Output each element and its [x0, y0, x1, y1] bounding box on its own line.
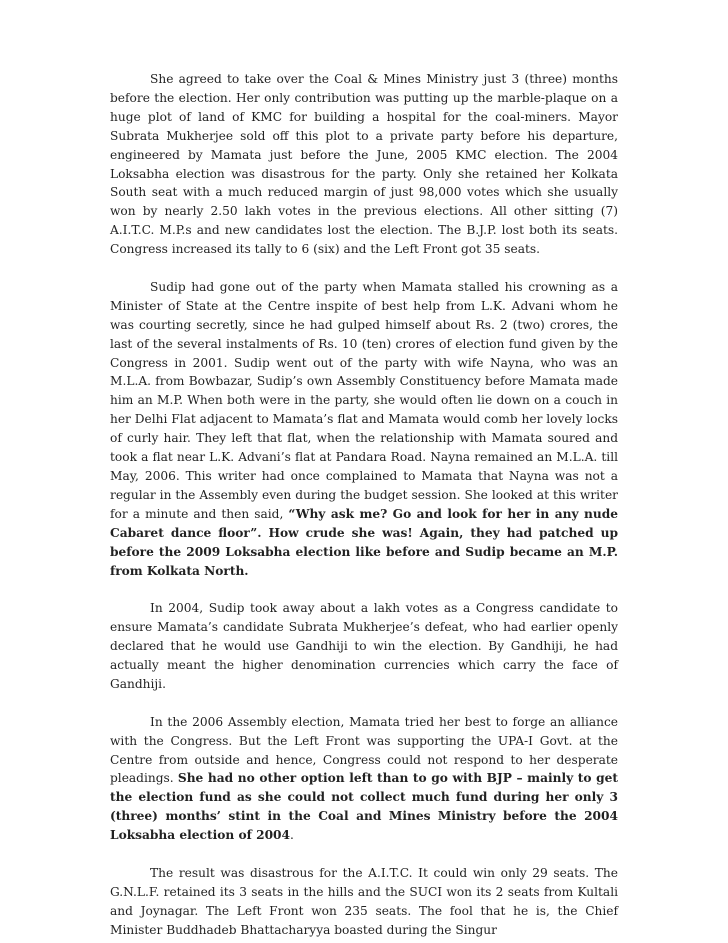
- paragraph-2006-assembly: [110, 713, 618, 845]
- paragraph-coal-ministry: [110, 70, 618, 259]
- paragraph-text: In 2004, Sudip took away about a lakh votes as a Congress candidate to ensure Mamata’s candidate Subrata Mukherjee’s defeat, who had earlier openly declared that he would use Gandhiji to win the election. By Gandhiji, he had actually meant the higher denomination currencies which carry the face of Gandhiji.: [110, 601, 618, 691]
- paragraph-text: The result was disastrous for the A.I.T.C. It could win only 29 seats. The G.N.L.F. retained its 3 seats in the hills and the SUCI won its 2 seats from Kultali and Joynagar. The Left Front won 235 seats. The fool that he is, the Chief Minister Buddhadeb Bhattacharyya boasted during the Singur: [110, 866, 618, 937]
- paragraph-bold-text: She had no other option left than to go with BJP – mainly to get the election fund as she could not collect much fund during her only 3 (three) months’ stint in the Coal and Mines Ministry before the 2004 Loksabha election of 2004: [110, 771, 619, 843]
- paragraph-2004-sudip: [110, 599, 618, 694]
- paragraph-bold-text: “Why ask me? Go and look for her in any nude Cabaret dance floor”. How crude she was! Again, they had patched up before the 2009 Loksabha election like before and Sudip became an M.P. from Kolkata North.: [110, 506, 618, 578]
- paragraph-text: .: [290, 828, 294, 843]
- paragraph-text: Sudip had gone out of the party when Mamata stalled his crowning as a Minister of State at the Centre inspite of best help from L.K. Advani whom he was courting secretly, since he had gulped himself about Rs. 2 (two) crores, the last of the several instalments of Rs. 10 (ten) crores of election fund given by the Congress in 2001. Sudip went out of the party with wife Nayna, who was an M.L.A. from Bowbazar, Sudip’s own Assembly Constituency before Mamata made him an M.P. When both were in the party, she would often lie down on a couch in her Delhi Flat adjacent to Mamata’s flat and Mamata would comb her lovely locks of curly hair. They left that flat, when the relationship with Mamata soured and took a flat near L.K. Advani’s flat at Pandara Road. Nayna remained an M.L.A. till May, 2006. This writer had once complained to Mamata that Nayna was not a regular in the Assembly even during the budget session. She looked at this writer for a minute and then said,: [110, 279, 618, 521]
- paragraph-sudip: [110, 278, 618, 581]
- paragraph-text: In the 2006 Assembly election, Mamata tried her best to forge an alliance with the Congress. But the Left Front was supporting the UPA-I Govt. at the Centre from outside and hence, Congress could not respond to her desperate pleadings.: [110, 714, 618, 786]
- paragraph-text: She agreed to take over the Coal & Mines Ministry just 3 (three) months before the election. Her only contribution was putting up the marble-plaque on a huge plot of land of KMC for building a hospital for the coal-miners. Mayor Subrata Mukherjee sold off this plot to a private party before his departure, engineered by Mamata just before the June, 2005 KMC election. The 2004 Loksabha election was disastrous for the party. Only she retained her Kolkata South seat with a much reduced margin of just 98,000 votes which she usually won by nearly 2.50 lakh votes in the previous elections. All other sitting (7) A.I.T.C. M.P.s and new candidates lost the election. The B.J.P. lost both its seats. Congress increased its tally to 6 (six) and the Left Front got 35 seats.: [110, 72, 618, 257]
- paragraph-result: [110, 864, 618, 940]
